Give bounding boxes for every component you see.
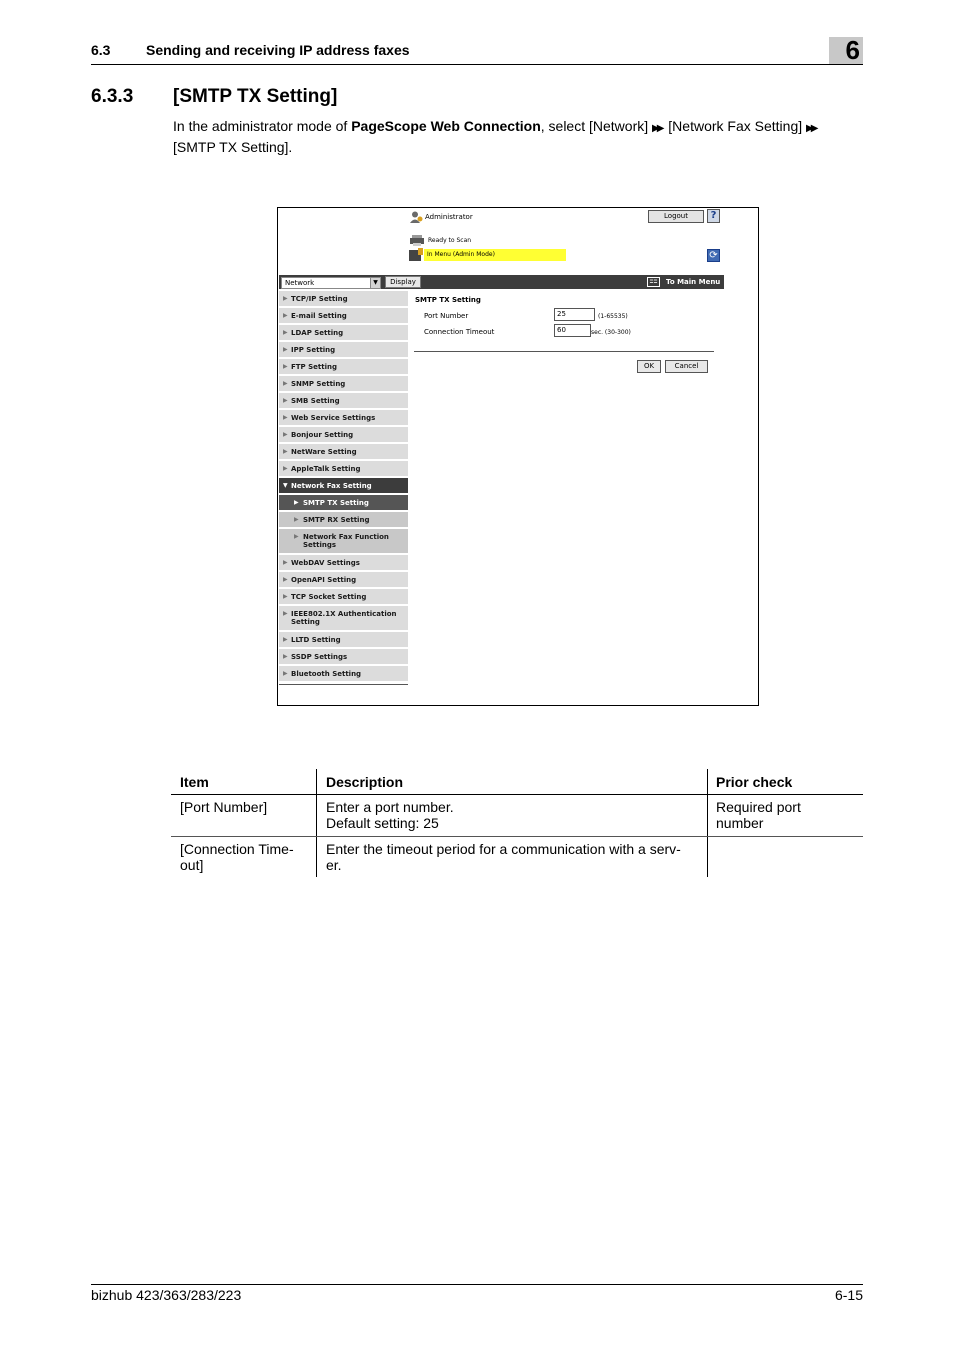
triangle-right-icon: ▶ [283, 397, 288, 404]
sidebar-item-tcp-socket[interactable]: ▶ TCP Socket Setting [279, 589, 408, 605]
table-header-rule [171, 794, 863, 795]
footer-page-number: 6-15 [834, 1287, 863, 1303]
section-number: 6.3.3 [91, 86, 134, 107]
logout-button[interactable]: Logout [648, 210, 704, 223]
category-select-value: Network [285, 279, 315, 287]
intro-item2: [Network Fax Setting] [668, 118, 807, 134]
sidebar-item-ieee8021x[interactable]: ▶ IEEE802.1X Authentication Setting [279, 606, 408, 631]
header-section-number: 6.3 [91, 42, 111, 58]
status-ready: Ready to Scan [428, 237, 472, 244]
web-connection-screenshot [277, 207, 759, 706]
status-mode: In Menu (Admin Mode) [427, 251, 495, 258]
triangle-right-icon: ▶ [283, 559, 288, 566]
triangle-right-icon: ▶ [283, 448, 288, 455]
table-row-rule [171, 836, 863, 837]
printer-icon [409, 235, 425, 246]
triangle-right-icon: ▶ [283, 610, 288, 617]
help-button[interactable]: ? [707, 209, 720, 223]
sidebar-item-network-fax-function[interactable]: ▶ Network Fax Function Settings [279, 529, 408, 554]
footer-rule [91, 1284, 863, 1285]
sidebar-item-ldap[interactable]: ▶ LDAP Setting [279, 325, 408, 341]
intro-item3: [SMTP TX Setting]. [173, 139, 293, 155]
chapter-number: 6 [845, 35, 860, 65]
header-section-title: Sending and receiving IP address faxes [146, 42, 410, 58]
triangle-right-icon: ▶ [294, 533, 299, 540]
administrator-icon [409, 211, 423, 223]
main-menu-link[interactable]: To Main Menu [666, 278, 721, 286]
arrow-icon: ▶▶ [806, 123, 816, 134]
port-number-input[interactable]: 25 [554, 308, 595, 321]
sidebar-item-webdav[interactable]: ▶ WebDAV Settings [279, 555, 408, 571]
connection-timeout-label: Connection Timeout [424, 328, 495, 336]
sidebar-item-email[interactable]: ▶ E-mail Setting [279, 308, 408, 324]
triangle-right-icon: ▶ [294, 516, 299, 523]
section-title: [SMTP TX Setting] [173, 86, 338, 107]
row2-item-line2: out] [180, 857, 204, 873]
footer-model: bizhub 423/363/283/223 [91, 1287, 242, 1303]
cancel-button[interactable]: Cancel [665, 360, 708, 373]
chevron-down-icon: ▼ [370, 278, 380, 288]
sidebar-item-ftp[interactable]: ▶ FTP Setting [279, 359, 408, 375]
display-button[interactable]: Display [385, 276, 421, 288]
triangle-right-icon: ▶ [283, 636, 288, 643]
form-divider [414, 351, 714, 352]
table-col-divider [316, 769, 317, 877]
row2-item-line1: [Connection Time- [180, 841, 294, 857]
arrow-icon: ▶▶ [652, 123, 662, 134]
sidebar-item-appletalk[interactable]: ▶ AppleTalk Setting [279, 461, 408, 477]
table-col-divider [707, 769, 708, 877]
row1-item: [Port Number] [180, 799, 268, 815]
sidebar-item-ssdp[interactable]: ▶ SSDP Settings [279, 649, 408, 665]
connection-timeout-range: sec. (30-300) [591, 329, 631, 336]
triangle-right-icon: ▶ [283, 593, 288, 600]
sidebar-item-netware[interactable]: ▶ NetWare Setting [279, 444, 408, 460]
row2-desc-line2: er. [326, 857, 342, 873]
triangle-right-icon: ▶ [283, 312, 288, 319]
form-title: SMTP TX Setting [415, 296, 481, 304]
sidebar-divider [279, 684, 408, 685]
triangle-right-icon: ▶ [283, 653, 288, 660]
sidebar-item-tcpip[interactable]: ▶ TCP/IP Setting [279, 291, 408, 307]
sidebar-item-openapi[interactable]: ▶ OpenAPI Setting [279, 572, 408, 588]
row2-desc-line1: Enter the timeout period for a communication with a serv- [326, 841, 681, 857]
triangle-right-icon: ▶ [283, 346, 288, 353]
port-number-range: (1-65535) [598, 313, 628, 320]
chapter-badge [829, 37, 863, 64]
sidebar-item-ipp[interactable]: ▶ IPP Setting [279, 342, 408, 358]
triangle-right-icon: ▶ [283, 431, 288, 438]
device-icon [408, 248, 424, 262]
ok-button[interactable]: OK [637, 360, 661, 373]
main-menu-icon [647, 277, 660, 287]
sidebar-item-bluetooth[interactable]: ▶ Bluetooth Setting [279, 666, 408, 682]
intro-mid: , select [Network] [540, 118, 653, 134]
sidebar-item-lltd[interactable]: ▶ LLTD Setting [279, 632, 408, 648]
triangle-down-icon: ▼ [283, 482, 288, 489]
port-number-label: Port Number [424, 312, 469, 320]
table-header-prior-check: Prior check [716, 774, 793, 790]
triangle-right-icon: ▶ [283, 295, 288, 302]
sidebar-item-smtp-tx[interactable]: ▶ SMTP TX Setting [279, 495, 408, 511]
intro-paragraph [173, 117, 863, 156]
table-header-item: Item [180, 774, 209, 790]
intro-prefix: In the administrator mode of [173, 118, 352, 134]
triangle-right-icon: ▶ [283, 329, 288, 336]
triangle-right-icon: ▶ [283, 363, 288, 370]
table-header-description: Description [326, 774, 404, 790]
sidebar-item-smtp-rx[interactable]: ▶ SMTP RX Setting [279, 512, 408, 528]
triangle-right-icon: ▶ [283, 670, 288, 677]
category-select[interactable] [281, 277, 381, 289]
row1-desc-line1: Enter a port number. [326, 799, 454, 815]
sidebar-item-network-fax[interactable]: ▼ Network Fax Setting [279, 478, 408, 494]
connection-timeout-input[interactable]: 60 [554, 324, 591, 337]
sidebar-item-web-service[interactable]: ▶ Web Service Settings [279, 410, 408, 426]
triangle-right-icon: ▶ [283, 576, 288, 583]
triangle-right-icon: ▶ [283, 380, 288, 387]
row1-desc-line2: Default setting: 25 [326, 815, 439, 831]
triangle-right-icon: ▶ [283, 414, 288, 421]
sidebar-item-snmp[interactable]: ▶ SNMP Setting [279, 376, 408, 392]
row1-prior-line2: number [716, 815, 764, 831]
row1-prior-line1: Required port [716, 799, 801, 815]
header-rule [91, 64, 863, 65]
sidebar-item-bonjour[interactable]: ▶ Bonjour Setting [279, 427, 408, 443]
user-label: Administrator [425, 213, 473, 221]
triangle-right-icon: ▶ [294, 499, 299, 506]
refresh-button[interactable]: ⟳ [707, 249, 720, 262]
intro-product: PageScope Web Connection [351, 118, 541, 134]
sidebar-item-smb[interactable]: ▶ SMB Setting [279, 393, 408, 409]
triangle-right-icon: ▶ [283, 465, 288, 472]
